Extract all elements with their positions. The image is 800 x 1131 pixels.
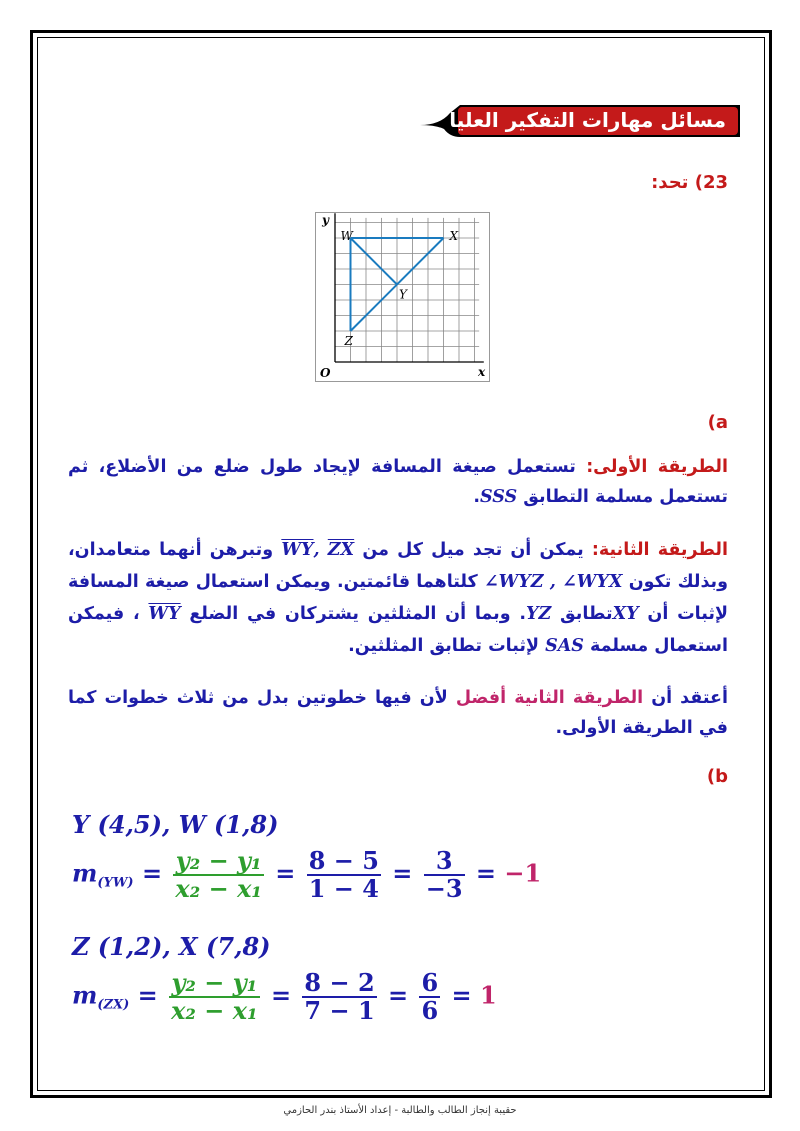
x-axis-label: x [478,365,486,379]
point-label-Y: Y [399,287,407,302]
part-a-label: (a [707,412,728,433]
opinion-paragraph: أعتقد أن الطريقة الثانية أفضل لأن فيها خطوتين بدل من ثلاث خطوات كما في الطريقة الأولى. [68,688,728,738]
points-z-x: Z (1,2), X (7,8) [72,932,271,961]
slope-zx-result: 1 [480,980,497,1010]
method-2-title: الطريقة الثانية: [591,540,729,560]
slope-zx-equation: $m_{(ZX)}$ = $\frac{\text{y₂ − y₁}}{\text{x₂ − x₁}}$ = $\frac{8 - 2}{7 - 1}$ = $\frac{6}{6}$ = 1 [72,968,497,1025]
slope-yw-result: −1 [504,858,542,888]
y-axis-label: y [322,213,329,227]
part-b-label: (b [706,766,728,787]
method-2-paragraph: الطريقة الثانية: يمكن أن تجد ميل كل من $\overline{ZX}$ $,\overline{WY}$ وتبرهن أنهما متعامدان، وبذلك تكون ∠WYZ , ∠WYX كلتاهما قائمتين. ويمكن استعمال صيغة المسافة لإثبات أن XYتطابق YZ. وبما أن المثلثين يشتركان في الضلع $\overline{WY}$ ، فيمكن استعمال مسلمة SAS لإثبات تطابق المثلثين. [68,540,729,656]
points-y-w: Y (4,5), W (1,8) [72,810,279,839]
footer-credit: حقيبة إنجاز الطالب والطالبة - إعداد الأستاذ بندر الحازمي [283,1105,517,1116]
coordinate-figure [315,212,490,382]
point-label-X: X [449,229,459,243]
slope-yw-equation: $m_{(YW)}$ = $\frac{\text{y₂ − y₁}}{\text{x₂ − x₁}}$ = $\frac{8 - 5}{1 - 4}$ = $\frac{3}{-3}$ = −1 [72,846,542,903]
point-label-W: W [340,229,353,243]
origin-label: O [320,366,331,380]
problem-label: 23) تحد: [651,172,728,193]
method-1-title: الطريقة الأولى: [586,457,728,477]
banner-title: مسائل مهارات التفكير العليا [449,108,726,132]
opinion-highlight: الطريقة الثانية أفضل [455,688,644,708]
method-1-paragraph: الطريقة الأولى: تستعمل صيغة المسافة لإيجاد طول ضلع من الأضلاع، ثم تستعمل مسلمة التطابق SSS. [68,457,728,507]
point-label-Z: Z [344,334,353,348]
